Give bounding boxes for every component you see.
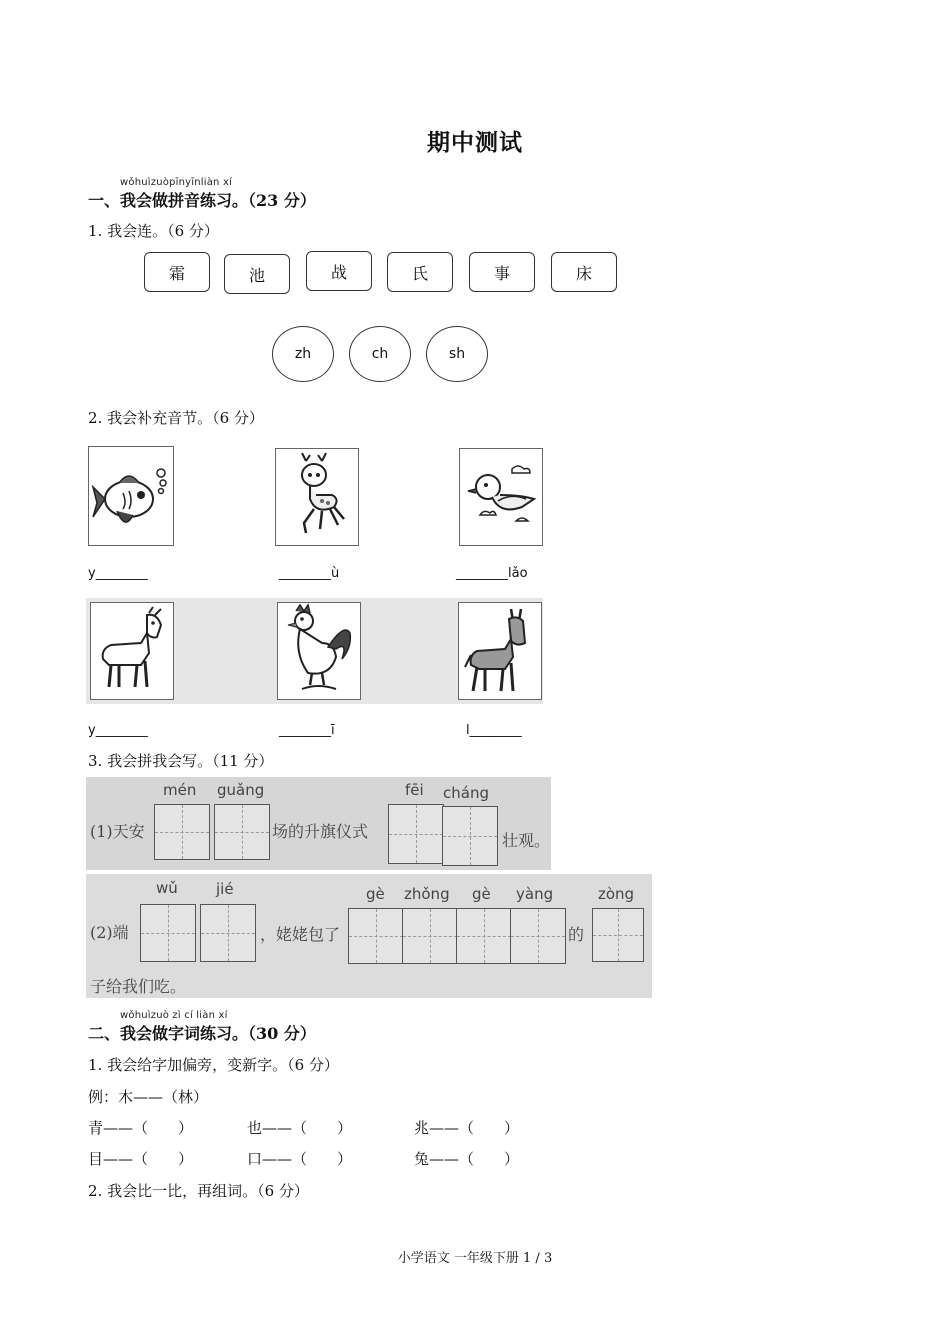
section2-heading: 二、我会做字词练习。（30 分） [88,1024,316,1043]
q3-label: 3. 我会拼我会写。（11 分） [88,752,274,770]
page-footer: 小学语文 一年级下册 1 / 3 [397,1251,553,1266]
rooster-picture [277,602,361,700]
write-box-ge1[interactable] [348,908,404,964]
donkey-icon [459,603,541,699]
blank-goat[interactable]: y________ [88,723,148,738]
sentence2-mid: ，姥姥包了 [260,925,341,944]
blank-donkey[interactable]: l________ [466,723,522,738]
write-box-jie[interactable] [200,904,256,962]
sentence1-prefix: (1)天安 [90,822,145,841]
fish-picture [88,446,174,546]
radical-item-3[interactable]: 兆——（ ） [414,1119,520,1137]
pinyin-jie: jié [216,880,234,898]
pinyin-zhong: zhǒng [404,885,450,903]
char-box-2[interactable]: 池 [224,254,290,294]
deer-picture [275,448,359,546]
blank-fish[interactable]: y________ [88,566,148,581]
bird-icon [460,449,542,545]
section1-heading: 一、我会做拼音练习。（23 分） [88,191,316,210]
section2-pinyin: wǒhuìzuò zì cí liàn xí [120,1010,228,1021]
write-box-fei[interactable] [388,804,444,864]
bird-picture [459,448,543,546]
sentence2-line2: 子给我们吃。 [90,977,187,996]
pinyin-zong: zòng [598,885,635,903]
write-box-guang[interactable] [214,804,270,860]
write-box-chang[interactable] [442,806,498,866]
write-box-zong[interactable] [592,908,644,962]
goat-picture [90,602,174,700]
pinyin-wu: wǔ [156,879,178,897]
write-box-wu[interactable] [140,904,196,962]
q21-label: 1. 我会给字加偏旁，变新字。（6 分） [88,1056,339,1074]
initial-circle-ch[interactable]: ch [349,326,411,382]
sentence1-suffix: 壮观。 [502,831,551,850]
pinyin-yang: yàng [516,885,554,903]
char-box-1[interactable]: 霜 [144,252,210,292]
char-box-4[interactable]: 氏 [387,252,453,292]
q22-label: 2. 我会比一比，再组词。（6 分） [88,1182,309,1200]
q1-label: 1. 我会连。（6 分） [88,222,219,240]
pinyin-guang: guǎng [217,781,265,799]
pinyin-fei: fēi [405,781,424,799]
write-box-zhong[interactable] [402,908,458,964]
radical-item-4[interactable]: 目——（ ） [88,1150,194,1168]
q21-example: 例：木——（林） [88,1088,209,1106]
radical-item-2[interactable]: 也——（ ） [247,1119,353,1137]
write-box-yang[interactable] [510,908,566,964]
fish-icon [89,447,173,545]
write-box-ge2[interactable] [456,908,512,964]
blank-deer[interactable]: ________ù [279,566,340,581]
rooster-icon [278,603,360,699]
pinyin-men: mén [163,781,197,799]
initial-circle-sh[interactable]: sh [426,326,488,382]
page-title: 期中测试 [427,129,523,156]
radical-item-5[interactable]: 口——（ ） [247,1150,353,1168]
radical-item-1[interactable]: 青——（ ） [88,1119,194,1137]
pinyin-ge2: gè [472,885,491,903]
radical-item-6[interactable]: 兔——（ ） [414,1150,520,1168]
section1-pinyin: wǒhuìzuòpīnyīnliàn xí [120,177,233,188]
char-box-6[interactable]: 床 [551,252,617,292]
q2-label: 2. 我会补充音节。（6 分） [88,409,264,427]
deer-icon [276,449,358,545]
blank-rooster[interactable]: ________ī [279,723,335,738]
donkey-picture [458,602,542,700]
char-box-5[interactable]: 事 [469,252,535,292]
sentence2-de: 的 [568,925,585,944]
write-box-men[interactable] [154,804,210,860]
blank-bird[interactable]: ________lǎo [456,566,528,581]
pinyin-ge1: gè [366,885,385,903]
sentence2-prefix: (2)端 [90,923,129,942]
sentence1-mid: 场的升旗仪式 [272,822,369,841]
goat-icon [91,603,173,699]
pinyin-chang: cháng [443,784,489,802]
initial-circle-zh[interactable]: zh [272,326,334,382]
char-box-3[interactable]: 战 [306,251,372,291]
